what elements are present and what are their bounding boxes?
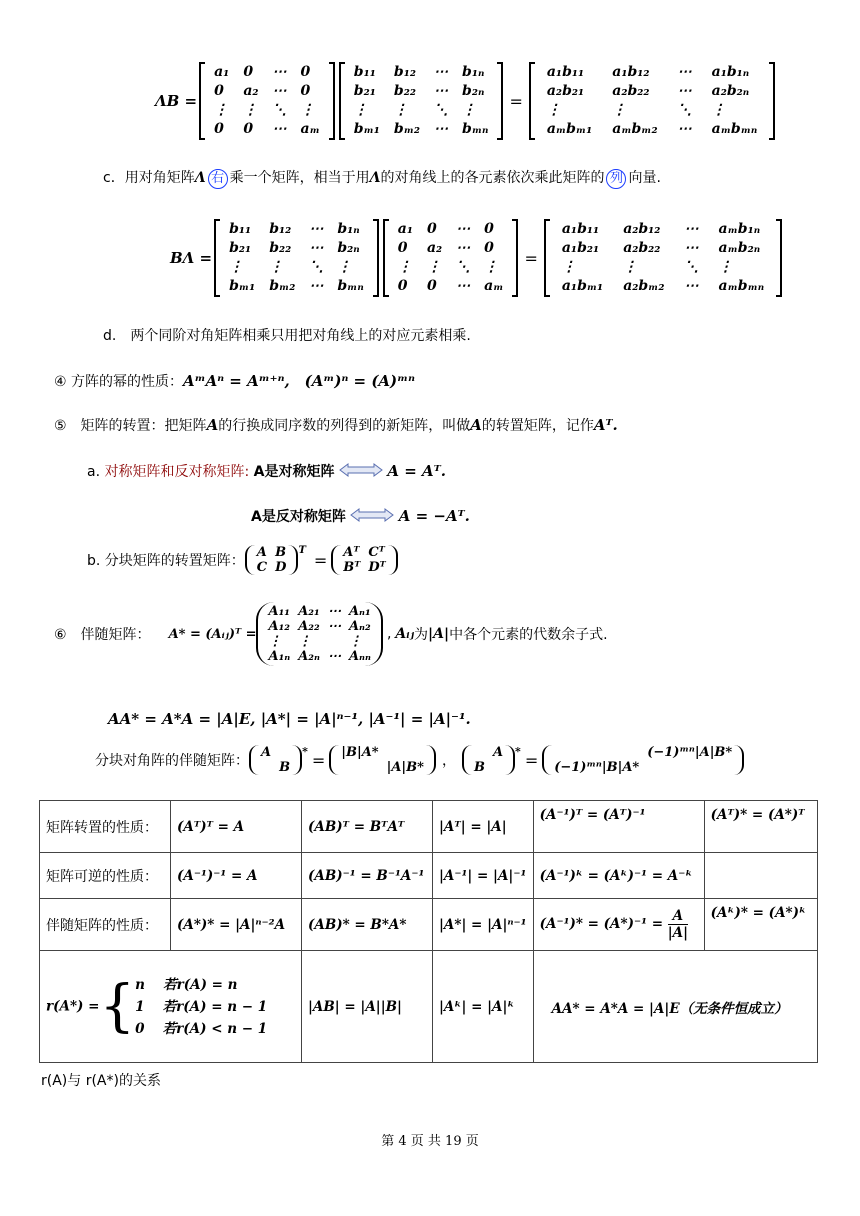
item-4-label: ④ 方阵的幂的性质：	[54, 374, 184, 390]
matrix-entry: b₂₁	[353, 83, 376, 99]
row-label: 矩阵转置的性质：	[40, 801, 171, 853]
matrix-entry: B	[279, 760, 291, 775]
matrix-entry: b₁₂	[393, 64, 416, 80]
matrix-entry: a₂b₂₁	[546, 83, 585, 99]
item-6: ⑥ 伴随矩阵： A* = (Aᵢⱼ)ᵀ = A₁₁ A₂₁ ⋯ Aₙ₁ A₁₂ A₂₂ ⋯ Aₙ₂ ⋮ ⋮ ⋮ A₁ₙ A₂ₙ ⋯ Aₙₙ , Aᵢⱼ 为 |A| 中各个元素的代数余子式.	[54, 604, 608, 664]
lambda-symbol-2: Λ	[369, 170, 381, 186]
b-matrix	[214, 219, 379, 297]
matrix-entry: a₂b₁₂	[623, 221, 661, 237]
separator: ，	[441, 753, 456, 769]
matrix-entry: (−1)ᵐⁿ|B|A*	[554, 760, 640, 775]
table-cell: |A⁻¹| = |A|⁻¹	[433, 853, 534, 899]
matrix-entry: 0	[397, 240, 408, 256]
case-line: 1 若r(A) = n − 1	[135, 998, 268, 1015]
matrix-entry	[550, 745, 643, 760]
matrix-entry: 0	[243, 64, 254, 80]
matrix-entry: aₘbₘ₂	[612, 121, 658, 137]
block-matrix-rhs	[331, 545, 397, 575]
matrix-entry: 0	[300, 64, 311, 80]
matrix-entry: A	[256, 545, 267, 560]
matrix-entry: ⋱	[456, 259, 471, 275]
item-c-middle2: 的对角线上的各元素依次乘此矩阵的	[380, 170, 605, 186]
matrix-entry: a₁b₁₁	[561, 221, 600, 237]
matrix-entry: b₁ₙ	[462, 64, 485, 80]
matrix-entry: bₘ₁	[229, 278, 256, 294]
item-c-middle: 乘一个矩阵，相当于用	[229, 170, 370, 186]
table-cell	[704, 853, 817, 899]
matrix-entry: ⋯	[434, 121, 449, 137]
matrix-entry: ⋯	[684, 240, 699, 256]
rank-adjugate-cell: r(A*) ={ n 若r(A) = n 1 若r(A) = n − 1 0 若r(A) < n − 1	[40, 951, 302, 1063]
item-5a-antisym	[251, 506, 470, 526]
matrix-entry: ⋯	[327, 649, 341, 664]
result-matrix	[544, 219, 782, 297]
item-6-desc-d: 中各个元素的代数余子式.	[449, 627, 608, 643]
det-a: |A|	[428, 626, 450, 642]
matrix-entry: ⋮	[337, 259, 352, 275]
matrix-entry: ⋱	[434, 102, 449, 118]
matrix-entry: Aₙ₂	[348, 619, 371, 634]
transpose-symbol: Aᵀ.	[593, 416, 618, 434]
matrix-entry: Bᵀ	[343, 560, 361, 575]
adjugate-formula: AA* = A*A = |A|E, |A*| = |A|ⁿ⁻¹, |A⁻¹| = |A|⁻¹.	[108, 710, 471, 728]
double-arrow-icon	[339, 463, 383, 481]
matrix-entry: ⋱	[272, 102, 287, 118]
matrix-entry: 0	[484, 240, 494, 256]
matrix-entry: a₁b₂₁	[561, 240, 600, 256]
matrix-entry: bₘ₁	[353, 121, 380, 137]
table-cell	[533, 899, 704, 951]
matrix-entry: b₂ₙ	[462, 83, 485, 99]
table-cell: |Aᵀ| = |A|	[433, 801, 534, 853]
matrix-entry: 0	[484, 221, 494, 237]
matrix-entry: a₂b₂₂	[623, 240, 661, 256]
matrix-entry: A	[492, 745, 504, 760]
matrix-entry: ⋮	[298, 634, 312, 649]
symbol-a-2: A	[470, 416, 482, 434]
matrix-entry: b₁ₙ	[337, 221, 360, 237]
symbol-a: A	[206, 416, 219, 434]
matrix-entry: ⋱	[684, 259, 699, 275]
double-arrow-icon	[350, 508, 394, 526]
equals-sign: =	[524, 750, 539, 770]
matrix-entry: ⋮	[348, 634, 362, 649]
matrix-entry: ⋮	[623, 259, 638, 275]
equals-sign: =	[524, 248, 538, 268]
matrix-entry: Aₙₙ	[348, 649, 371, 664]
transpose-sup: T	[298, 545, 306, 556]
item-d: d. 两个同阶对角矩阵相乘只用把对角线上的对应元素相乘.	[103, 328, 471, 344]
matrix-entry: ⋮	[397, 259, 412, 275]
matrix-entry: 0	[214, 83, 224, 99]
matrix-entry: ⋮	[353, 102, 368, 118]
matrix-entry: 0	[243, 121, 254, 137]
symmetric-text: A是对称矩阵	[253, 464, 335, 480]
matrix-entry: ⋯	[309, 278, 324, 294]
matrix-entry: ⋯	[272, 83, 287, 99]
matrix-entry: a₁b₁ₙ	[711, 64, 750, 80]
matrix-entry: b₁₁	[353, 64, 376, 80]
table-cell: |A*| = |A|ⁿ⁻¹	[433, 899, 534, 951]
matrix-entry: ⋯	[456, 278, 471, 294]
matrix-entry: a₂	[243, 83, 259, 99]
item-4	[54, 370, 415, 391]
item-c-suffix: 向量.	[628, 170, 661, 186]
matrix-entry: ⋯	[327, 619, 341, 634]
matrix-entry: ⋯	[272, 64, 287, 80]
item-6-label: ⑥ 伴随矩阵：	[54, 627, 151, 643]
matrix-entry: aₘbₘₙ	[718, 278, 765, 294]
matrix-entry: ⋯	[456, 221, 471, 237]
matrix-entry: ⋯	[272, 121, 287, 137]
matrix-entry: |A|B*	[386, 760, 424, 775]
table-cell: (Aᵏ)* = (A*)ᵏ	[704, 899, 817, 951]
matrix-entry: ⋯	[684, 221, 699, 237]
matrix-entry: b₂ₙ	[337, 240, 360, 256]
matrix-entry: ⋮	[393, 102, 408, 118]
table-cell: |AB| = |A||B|	[302, 951, 433, 1063]
equals-sign: =	[311, 750, 326, 770]
block-adj-f2-rhs	[542, 745, 744, 775]
matrix-entry: ⋯	[327, 604, 341, 619]
matrix-entry: B	[473, 760, 485, 775]
matrix-entry: ⋯	[677, 64, 692, 80]
item-c	[103, 167, 661, 189]
matrix-entry: b₂₂	[393, 83, 416, 99]
table-row	[40, 801, 818, 853]
matrix-entry: aₘbₘ₁	[546, 121, 593, 137]
table-row	[40, 853, 818, 899]
matrix-entry	[470, 745, 489, 760]
matrix-entry: ⋯	[309, 221, 324, 237]
matrix-entry: ⋮	[426, 259, 441, 275]
matrix-entry: ⋯	[456, 240, 471, 256]
matrix-entry: 0	[214, 121, 224, 137]
matrix-entry: aₘb₂ₙ	[718, 240, 761, 256]
table-cell: (A*)* = |A|ⁿ⁻²A	[171, 899, 302, 951]
equals-sign: =	[313, 550, 328, 570]
matrix-entry: 0	[300, 83, 311, 99]
matrix-entry: 0	[426, 278, 437, 294]
matrix-entry: ⋮	[214, 102, 229, 118]
matrix-entry	[337, 760, 382, 775]
matrix-entry: ⋯	[684, 278, 699, 294]
table-cell: (Aᵀ)ᵀ = A	[171, 801, 302, 853]
matrix-entry	[275, 745, 294, 760]
matrix-entry: ⋮	[268, 634, 282, 649]
circled-right: 右	[208, 169, 228, 189]
item-5-text3: 的转置矩阵，记作	[481, 418, 594, 434]
fraction-numerator: A	[668, 908, 688, 925]
table-cell: (A⁻¹)ᵀ = (Aᵀ)⁻¹	[533, 801, 704, 853]
matrix-entry: 0	[426, 221, 437, 237]
matrix-entry	[383, 745, 428, 760]
matrix-entry: bₘ₂	[269, 278, 296, 294]
b-matrix	[339, 62, 504, 140]
matrix-entry: ⋮	[561, 259, 576, 275]
matrix-entry: ⋯	[434, 83, 449, 99]
matrix-entry: Cᵀ	[368, 545, 385, 560]
table-cell: |Aᵏ| = |A|ᵏ	[433, 951, 534, 1063]
table-row	[40, 899, 818, 951]
matrix-entry: b₂₁	[229, 240, 252, 256]
matrix-entry: A₁₁	[268, 604, 290, 619]
matrix-entry: Aᵀ	[343, 545, 360, 560]
matrix-entry: ⋱	[677, 102, 692, 118]
matrix-entry: A₂₁	[298, 604, 320, 619]
case-line: n 若r(A) = n	[135, 976, 238, 993]
lhs-b-lambda: BΛ =	[170, 249, 213, 267]
matrix-entry: 0	[397, 278, 408, 294]
table-cell: (A⁻¹)⁻¹ = A	[171, 853, 302, 899]
antisymmetric-text: A是反对称矩阵	[251, 509, 346, 525]
matrix-product-b-lambda	[170, 219, 784, 297]
block-adj-label: 分块对角阵的伴随矩阵：	[95, 753, 249, 769]
table-cell: (Aᵀ)* = (A*)ᵀ	[704, 801, 817, 853]
matrix-entry: ⋯	[309, 240, 324, 256]
table-cell: (A⁻¹)ᵏ = (Aᵏ)⁻¹ = A⁻ᵏ	[533, 853, 704, 899]
matrix-entry: b₁₂	[269, 221, 292, 237]
matrix-entry: |B|A*	[341, 745, 379, 760]
matrix-entry: a₁b₁₁	[546, 64, 585, 80]
matrix-entry: a₁b₁₂	[612, 64, 650, 80]
matrix-entry: A₁ₙ	[268, 649, 291, 664]
item-5-text2: 的行换成同序数的列得到的新矩阵，叫做	[218, 418, 471, 434]
table-cell: AA* = A*A = |A|E（无条件恒成立）	[533, 951, 817, 1063]
matrix-entry: ⋮	[546, 102, 561, 118]
matrix-entry: ⋯	[434, 64, 449, 80]
adjugate-lhs: A* = (Aᵢⱼ)ᵀ =	[168, 626, 257, 642]
matrix-entry: Dᵀ	[368, 560, 386, 575]
matrix-entry	[643, 760, 736, 775]
matrix-entry	[324, 634, 345, 649]
matrix-entry	[489, 760, 507, 775]
matrix-entry: b₂₂	[269, 240, 292, 256]
lhs-lambda-b: ΛB =	[155, 92, 198, 110]
diagonal-matrix	[383, 219, 519, 297]
fraction	[668, 908, 688, 941]
matrix-entry: bₘₙ	[462, 121, 489, 137]
table-cell: (AB)ᵀ = BᵀAᵀ	[302, 801, 433, 853]
block-adj-f1-rhs	[329, 745, 436, 775]
circled-column: 列	[606, 169, 626, 189]
matrix-entry: aₘbₘₙ	[711, 121, 758, 137]
matrix-entry	[257, 760, 275, 775]
matrix-entry: C	[256, 560, 268, 575]
symmetric-eq: A = Aᵀ.	[387, 462, 446, 480]
item-5a	[87, 461, 446, 481]
matrix-entry: bₘ₂	[393, 121, 421, 137]
matrix-entry: aₘ	[484, 278, 504, 294]
item-5b-label: b. 分块矩阵的转置矩阵：	[87, 553, 245, 569]
matrix-entry: ⋮	[269, 259, 284, 275]
matrix-entry: ⋯	[677, 121, 692, 137]
item-5b	[87, 545, 398, 575]
matrix-entry: ⋮	[484, 259, 499, 275]
matrix-entry: aₘb₁ₙ	[718, 221, 761, 237]
matrix-entry: ⋮	[462, 102, 477, 118]
row-label: 伴随矩阵的性质：	[40, 899, 171, 951]
matrix-entry: ⋮	[229, 259, 244, 275]
matrix-entry: ⋮	[711, 102, 726, 118]
matrix-entry: b₁₁	[229, 221, 252, 237]
matrix-entry: ⋮	[612, 102, 627, 118]
matrix-entry: A₁₂	[268, 619, 290, 634]
item-5	[54, 415, 618, 435]
power-formula: AᵐAⁿ = Aᵐ⁺ⁿ, (Aᵐ)ⁿ = (A)ᵐⁿ	[183, 372, 415, 390]
matrix-entry: ⋮	[718, 259, 733, 275]
matrix-entry: (−1)ᵐⁿ|A|B*	[647, 745, 733, 760]
table-caption: r(A)与 r(A*)的关系	[41, 1073, 161, 1089]
matrix-entry: Aₙ₁	[348, 604, 371, 619]
matrix-entry: D	[275, 560, 287, 575]
matrix-entry: bₘₙ	[337, 278, 364, 294]
matrix-entry: a₂bₘ₂	[623, 278, 665, 294]
matrix-entry: ⋱	[309, 259, 324, 275]
adj-inverse-formula: (A⁻¹)* = (A*)⁻¹ =	[539, 916, 664, 932]
matrix-entry: A₂₂	[298, 619, 320, 634]
cofactor-symbol: Aᵢⱼ	[395, 626, 415, 642]
item-c-prefix: c．用对角矩阵	[103, 170, 195, 186]
rank-lhs: r(A*) =	[46, 998, 100, 1014]
matrix-entry: aₘ	[300, 121, 320, 137]
matrix-entry: ⋯	[677, 83, 692, 99]
page-footer: 第 4 页 共 19 页	[381, 1134, 479, 1149]
properties-table	[39, 800, 818, 1063]
matrix-entry: a₁	[214, 64, 230, 80]
matrix-entry: a₁bₘ₁	[561, 278, 604, 294]
equals-sign: =	[509, 91, 523, 111]
matrix-entry: ⋮	[243, 102, 258, 118]
matrix-entry: a₂b₂₂	[612, 83, 650, 99]
block-adj-f1-lhs	[249, 745, 302, 775]
matrix-entry: a₂	[426, 240, 443, 256]
lambda-symbol: Λ	[194, 170, 206, 186]
rank-cases	[135, 974, 267, 1040]
matrix-entry: a₁	[397, 221, 413, 237]
matrix-entry: A₂ₙ	[298, 649, 320, 664]
item-5-label: ⑤ 矩阵的转置：把矩阵	[54, 418, 207, 434]
table-cell: (AB)* = B*A*	[302, 899, 433, 951]
fraction-denominator: |A|	[667, 925, 689, 941]
adjugate-matrix	[256, 602, 382, 666]
antisymmetric-eq: A = −Aᵀ.	[398, 507, 470, 525]
item-5a-prefix: a.	[87, 464, 101, 480]
symmetric-heading: 对称矩阵和反对称矩阵:	[104, 464, 250, 480]
table-cell: (AB)⁻¹ = B⁻¹A⁻¹	[302, 853, 433, 899]
block-matrix-lhs	[245, 545, 299, 575]
row-label: 矩阵可逆的性质：	[40, 853, 171, 899]
block-diagonal-adjugate: 分块对角阵的伴随矩阵： A B * = |B|A* |A|B* ， A B * = (−1)ᵐⁿ|A|B* (−1)ᵐⁿ|B|A*	[95, 745, 744, 775]
item-6-desc-b: 为	[414, 627, 429, 643]
matrix-product-lambda-b	[155, 62, 777, 140]
matrix-entry: ⋮	[300, 102, 315, 118]
case-line: 0 若r(A) < n − 1	[135, 1020, 268, 1037]
matrix-entry: a₂b₂ₙ	[711, 83, 750, 99]
diagonal-matrix	[199, 62, 335, 140]
matrix-entry: A	[261, 745, 272, 760]
result-matrix	[529, 62, 775, 140]
matrix-entry: B	[275, 545, 287, 560]
table-row	[40, 951, 818, 1063]
block-adj-f2-lhs	[462, 745, 515, 775]
